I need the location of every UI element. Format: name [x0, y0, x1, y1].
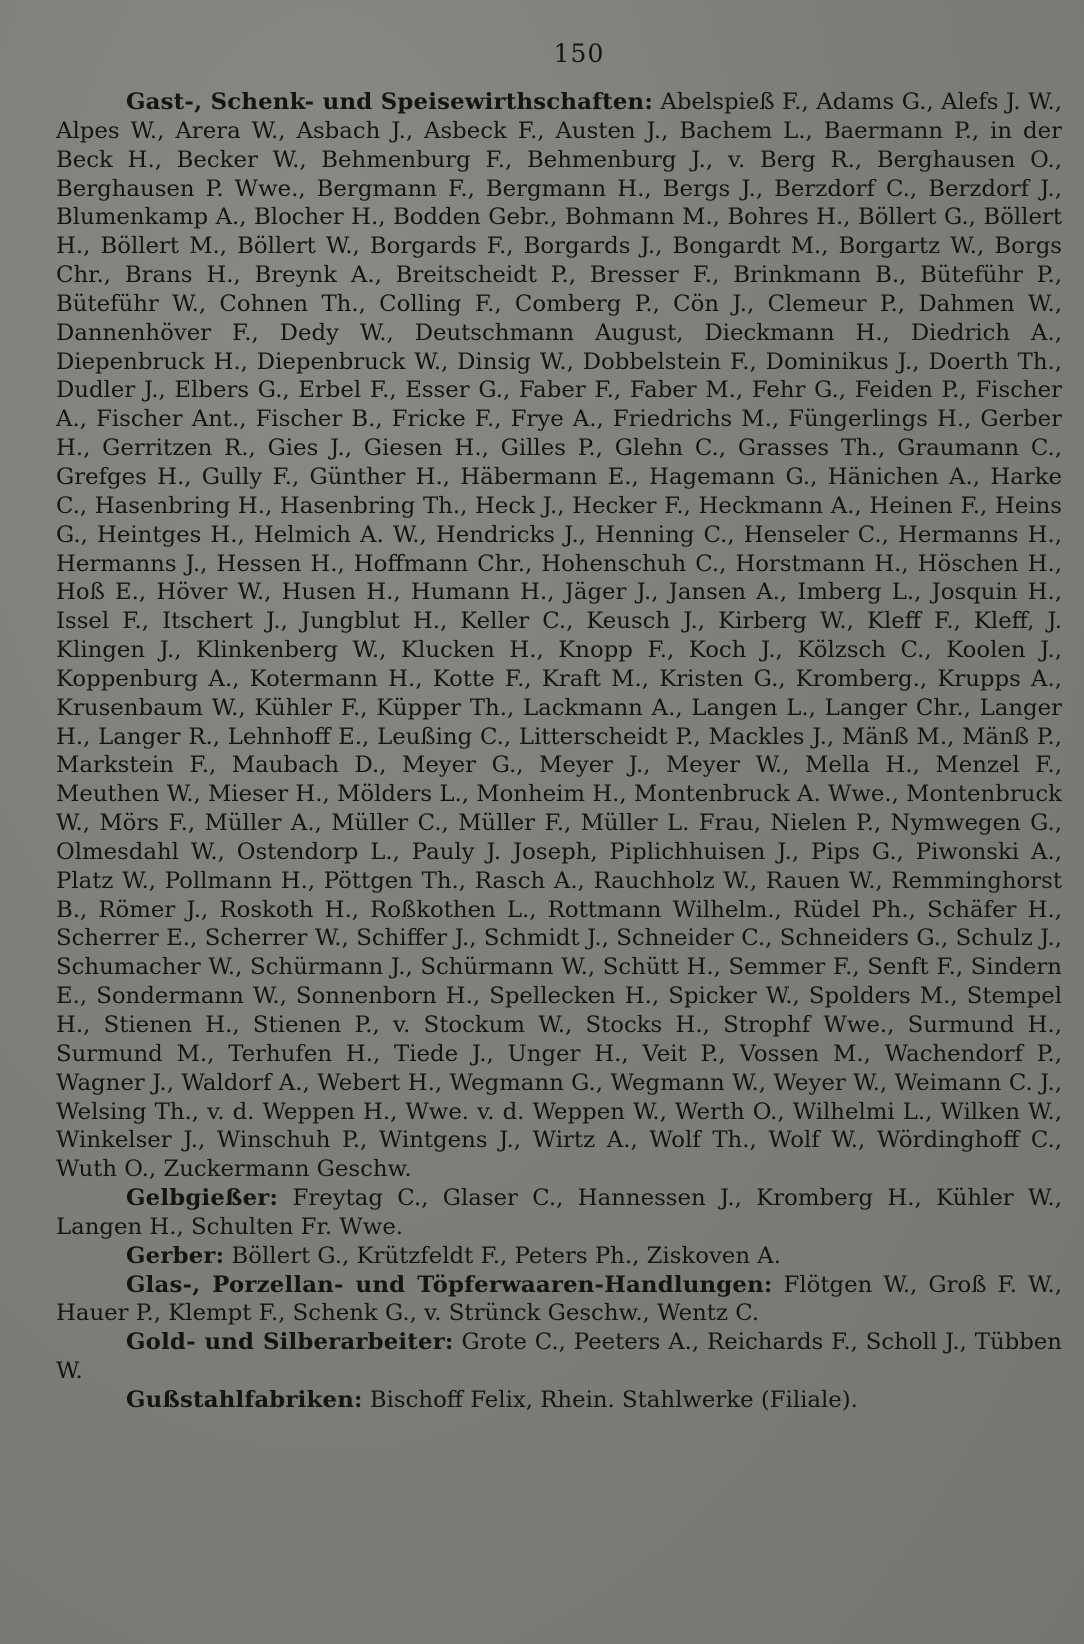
section-heading: Glas-, Porzellan- und Töpferwaaren-Handlungen: [126, 1271, 773, 1298]
section-gast-schenk-speisewirthschaften [56, 88, 1062, 1184]
section-gold-silberarbeiter [56, 1328, 1062, 1386]
section-names: Grote C., Peeters A., Reichards F., Scholl J., Tübben W. [56, 1329, 1062, 1385]
page-number: 150 [553, 39, 605, 68]
section-names: Böllert G., Krützfeldt F., Peters Ph., Ziskoven A. [231, 1242, 781, 1269]
section-heading: Gußstahlfabriken: [126, 1386, 363, 1413]
section-glas-porzellan-toepferwaaren [56, 1271, 1062, 1329]
section-names: Bischoff Felix, Rhein. Stahlwerke (Filiale). [369, 1386, 858, 1413]
section-names: Abelspieß F., Adams G., Alefs J. W., Alpes W., Arera W., Asbach J., Asbeck F., Austen J., Bachem L., Baermann P., in der Beck H., Becker W., Behmenburg F., Behmenburg J., v. Berg R., Berghausen O., Berghausen P. Wwe., Bergmann F., Bergmann H., Bergs J., Berzdorf C., Berzdorf J., Blumenkamp A., Blocher H., Bodden Gebr., Bohmann M., Bohres H., Böllert G., Böllert H., Böllert M., Böllert W., Borgards F., Borgards J., Bongardt M., Borgartz W., Borgs Chr., Brans H., Breynk A., Breitscheidt P., Bresser F., Brinkmann B., Büteführ P., Büteführ W., Cohnen Th., Colling F., Comberg P., Cön J., Clemeur P., Dahmen W., Dannenhöver F., Dedy W., Deutschmann August, Dieckmann H., Diedrich A., Diepenbruck H., Diepenbruck W., Dinsig W., Dobbelstein F., Dominikus J., Doerth Th., Dudler J., Elbers G., Erbel F., Esser G., Faber F., Faber M., Fehr G., Feiden P., Fischer A., Fischer Ant., Fischer B., Fricke F., Frye A., Friedrichs M., Füngerlings H., Gerber H., Gerritzen R., Gies J., Giesen H., Gilles P., Glehn C., Grasses Th., Graumann C., Grefges H., Gully F., Günther H., Häbermann E., Hagemann G., Hänichen A., Harke C., Hasenbring H., Hasenbring Th., Heck J., Hecker F., Heckmann A., Heinen F., Heins G., Heintges H., Helmich A. W., Hendricks J., Henning C., Henseler C., Hermanns H., Hermanns J., Hessen H., Hoffmann Chr., Hohenschuh C., Horstmann H., Höschen H., Hoß E., Höver W., Husen H., Humann H., Jäger J., Jansen A., Imberg L., Josquin H., Issel F., Itschert J., Jungblut H., Keller C., Keusch J., Kirberg W., Kleff F., Kleff, J. Klingen J., Klinkenberg W., Klucken H., Knopp F., Koch J., Kölzsch C., Koolen J., Koppenburg A., Kotermann H., Kotte F., Kraft M., Kristen G., Kromberg., Krupps A., Krusenbaum W., Kühler F., Küpper Th., Lackmann A., Langen L., Langer Chr., Langer H., Langer R., Lehnhoff E., Leußing C., Litterscheidt P., Mackles J., Mänß M., Mänß P., Markstein F., Maubach D., Meyer G., Meyer J., Meyer W., Mella H., Menzel F., Meuthen W., Mieser H., Mölders L., Monheim H., Montenbruck A. Wwe., Montenbruck W., Mörs F., Müller A., Müller C., Müller F., Müller L. Frau, Nielen P., Nymwegen G., Olmesdahl W., Ostendorp L., Pauly J. Joseph, Piplichhuisen J., Pips G., Piwonski A., Platz W., Pollmann H., Pöttgen Th., Rasch A., Rauchholz W., Rauen W., Remminghorst B., Römer J., Roskoth H., Roßkothen L., Rottmann Wilhelm., Rüdel Ph., Schäfer H., Scherrer E., Scherrer W., Schiffer J., Schmidt J., Schneider C., Schneiders G., Schulz J., Schumacher W., Schürmann J., Schürmann W., Schütt H., Semmer F., Senft F., Sindern E., Sondermann W., Sonnenborn H., Spellecken H., Spicker W., Spolders M., Stempel H., Stienen H., Stienen P., v. Stockum W., Stocks H., Strophf Wwe., Surmund H., Surmund M., Terhufen H., Tiede J., Unger H., Veit P., Vossen M., Wachendorf P., Wagner J., Waldorf A., Webert H., Wegmann G., Wegmann W., Weyer W., Weimann C. J., Welsing Th., v. d. Weppen H., Wwe. v. d. Weppen W., Werth O., Wilhelmi L., Wilken W., Winkelser J., Winschuh P., Wintgens J., Wirtz A., Wolf Th., Wolf W., Wördinghoff C., Wuth O., Zuckermann Geschw. [56, 89, 1062, 1183]
section-gelbgiesser [56, 1184, 1062, 1242]
section-heading: Gast-, Schenk- und Speisewirthschaften: [126, 89, 653, 115]
section-names: Flötgen W., Groß F. W., Hauer P., Klempt F., Schenk G., v. Strünck Geschw., Wentz C. [56, 1271, 1062, 1327]
section-gussstahlfabriken [56, 1386, 1062, 1415]
section-heading: Gelbgießer: [126, 1185, 279, 1212]
section-gerber [56, 1242, 1062, 1271]
section-names: Freytag C., Glaser C., Hannessen J., Kromberg H., Kühler W., Langen H., Schulten Fr. Wwe. [56, 1185, 1062, 1240]
section-heading: Gold- und Silberarbeiter: [126, 1329, 454, 1356]
section-heading: Gerber: [126, 1242, 225, 1269]
